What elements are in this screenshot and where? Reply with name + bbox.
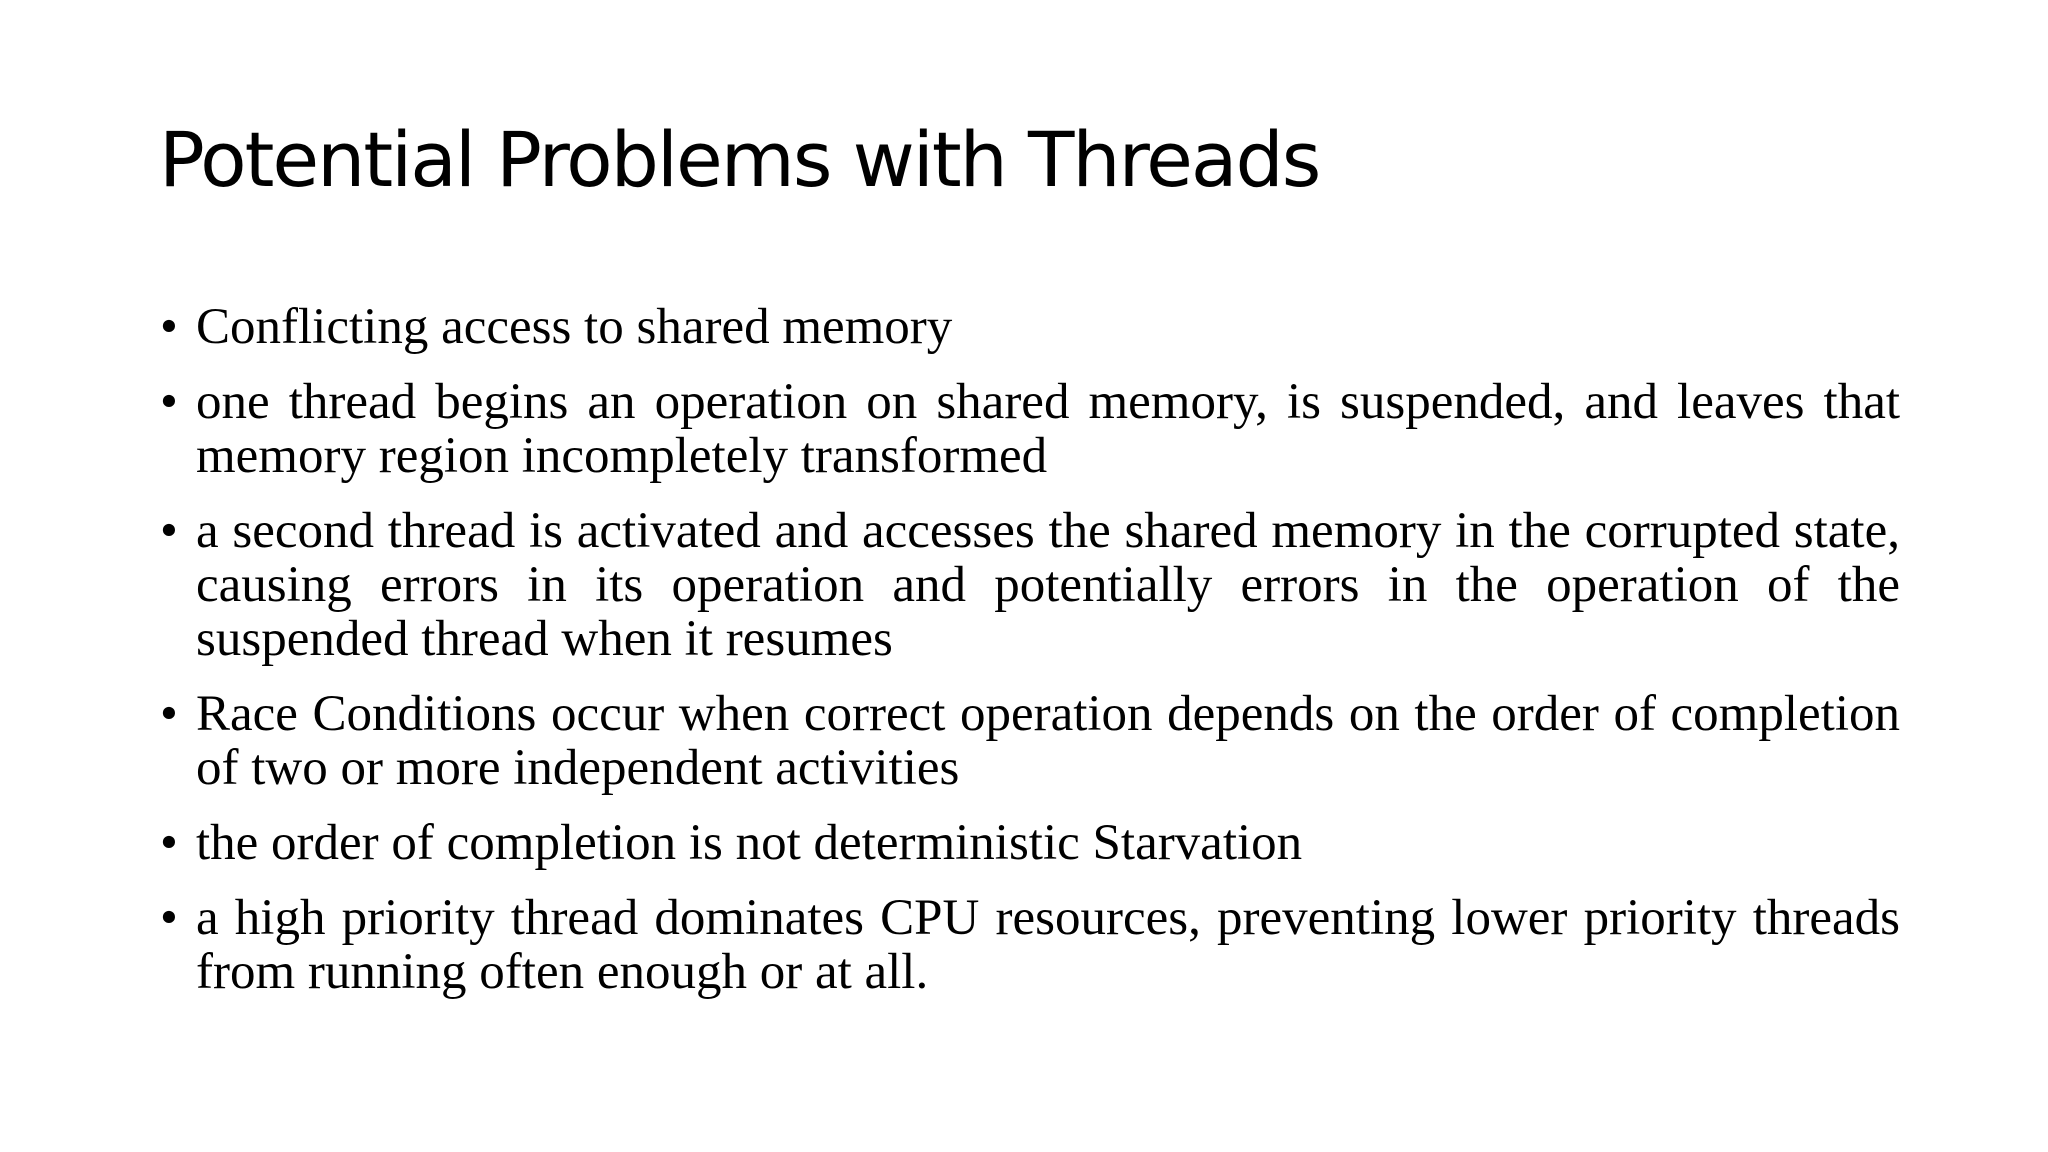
slide-title: Potential Problems with Threads — [159, 115, 1320, 204]
bullet-text: the order of completion is not deterministic Starvation — [196, 815, 1303, 871]
bullet-icon: • — [160, 890, 178, 946]
bullet-icon: • — [160, 815, 178, 871]
bullet-item — [160, 891, 1900, 999]
bullet-text: Conflicting access to shared memory — [196, 299, 953, 355]
bullet-item — [160, 687, 1900, 795]
bullet-item — [160, 504, 1900, 666]
bullet-item — [160, 816, 1900, 870]
bullet-text: one thread begins an operation on shared memory, is suspended, and leaves that memory region incompletely transformed — [196, 374, 1900, 484]
bullet-icon: • — [160, 686, 178, 742]
bullet-item — [160, 375, 1900, 483]
bullet-icon: • — [160, 503, 178, 559]
bullet-item — [160, 300, 1900, 354]
bullet-text: Race Conditions occur when correct operation depends on the order of completion of two or more independent activities — [196, 686, 1900, 796]
bullet-icon: • — [160, 299, 178, 355]
bullet-icon: • — [160, 374, 178, 430]
bullet-text: a second thread is activated and accesses the shared memory in the corrupted state, causing errors in its operation and potentially errors in the operation of the suspended thread when it resumes — [196, 503, 1900, 667]
bullet-text: a high priority thread dominates CPU resources, preventing lower priority threads from running often enough or at all. — [196, 890, 1900, 1000]
bullet-list — [160, 300, 1900, 1020]
